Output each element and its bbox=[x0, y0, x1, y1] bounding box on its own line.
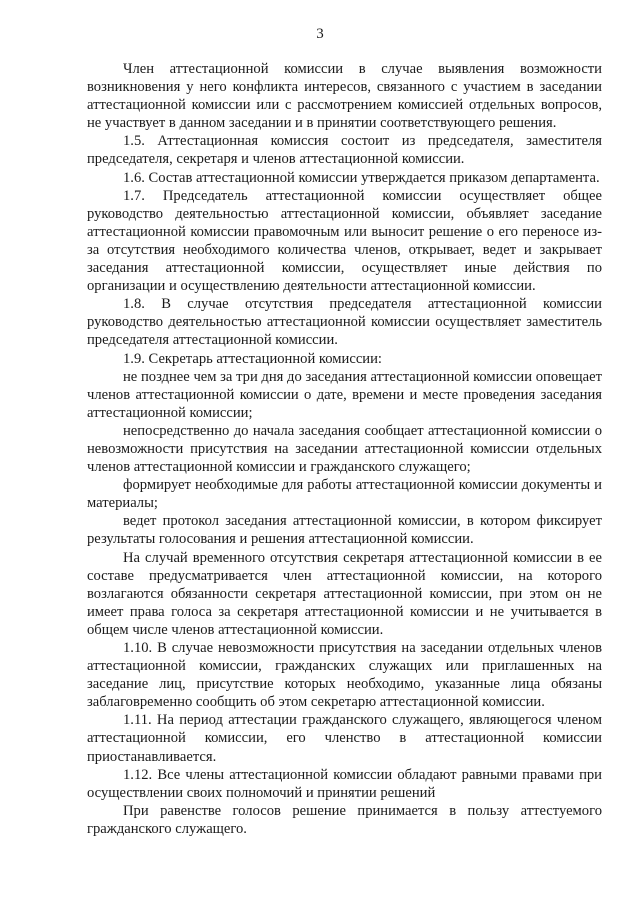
paragraph-1-12-equal-rights: 1.12. Все члены аттестационной комиссии обладают равными правами при осуществлении своих полномочий и принятии решений bbox=[87, 766, 602, 801]
paragraph-1-10-absence: 1.10. В случае невозможности присутствия на заседании отдельных членов аттестационной комиссии, гражданских служащих или приглашенных на заседание лиц, присутствие которых необходимо, указанные лица обязаны заблаговременно сообщить об этом секретарю аттестационной комиссии. bbox=[87, 640, 602, 711]
paragraph-secretary-report-absence: непосредственно до начала заседания сообщает аттестационной комиссии о невозможности присутствия на заседании аттестационной комиссии отдельных членов аттестационной комиссии и гражданского служащего; bbox=[87, 422, 602, 476]
paragraph-1-8-deputy: 1.8. В случае отсутствия председателя аттестационной комиссии руководство деятельностью аттестационной комиссии осуществляет заместитель председателя аттестационной комиссии. bbox=[87, 296, 602, 349]
paragraph-1-11-membership-suspension: 1.11. На период аттестации гражданского служащего, являющегося членом аттестационной комиссии, его членство в аттестационной комиссии приостанавливается. bbox=[87, 712, 602, 765]
paragraph-1-5-composition: 1.5. Аттестационная комиссия состоит из председателя, заместителя председателя, секретаря и членов аттестационной комиссии. bbox=[87, 133, 602, 168]
paragraph-tie-vote: При равенстве голосов решение принимается в пользу аттестуемого гражданского служащего. bbox=[87, 802, 602, 837]
paragraph-conflict-of-interest: Член аттестационной комиссии в случае выявления возможности возникновения у него конфликта интересов, связанного с участием в заседании аттестационной комиссии или с рассмотрением комиссией отдельных вопросов, не участвует в данном заседании и в принятии соответствующего решения. bbox=[87, 61, 602, 132]
paragraph-1-6-approval: 1.6. Состав аттестационной комиссии утверждается приказом департамента. bbox=[123, 169, 600, 186]
document-body bbox=[87, 60, 602, 838]
paragraph-secretary-documents: формирует необходимые для работы аттестационной комиссии документы и материалы; bbox=[87, 477, 602, 512]
paragraph-secretary-protocol: ведет протокол заседания аттестационной комиссии, в котором фиксирует результаты голосования и решения аттестационной комиссии. bbox=[87, 513, 602, 548]
paragraph-secretary-notify: не позднее чем за три дня до заседания аттестационной комиссии оповещает членов аттестационной комиссии о дате, времени и месте проведения заседания аттестационной комиссии; bbox=[87, 368, 602, 421]
paragraph-1-9-secretary: 1.9. Секретарь аттестационной комиссии: bbox=[123, 350, 382, 367]
page-number: 3 bbox=[316, 26, 324, 42]
paragraph-secretary-substitute: На случай временного отсутствия секретаря аттестационной комиссии в ее составе предусматривается член аттестационной комиссии, на которого возлагаются обязанности секретаря аттестационной комиссии, при этом он не имеет права голоса за секретаря аттестационной комиссии и не учитывается в общем числе членов аттестационной комиссии. bbox=[87, 549, 602, 638]
paragraph-1-7-chairman: 1.7. Председатель аттестационной комиссии осуществляет общее руководство деятельностью аттестационной комиссии, объявляет заседание аттестационной комиссии правомочным или выносит решение о его переносе из-за отсутствия необходимого количества членов, открывает, ведет и закрывает заседания аттестационной комиссии, осуществляет иные действия по организации и осуществлению деятельности аттестационной комиссии. bbox=[87, 187, 602, 295]
